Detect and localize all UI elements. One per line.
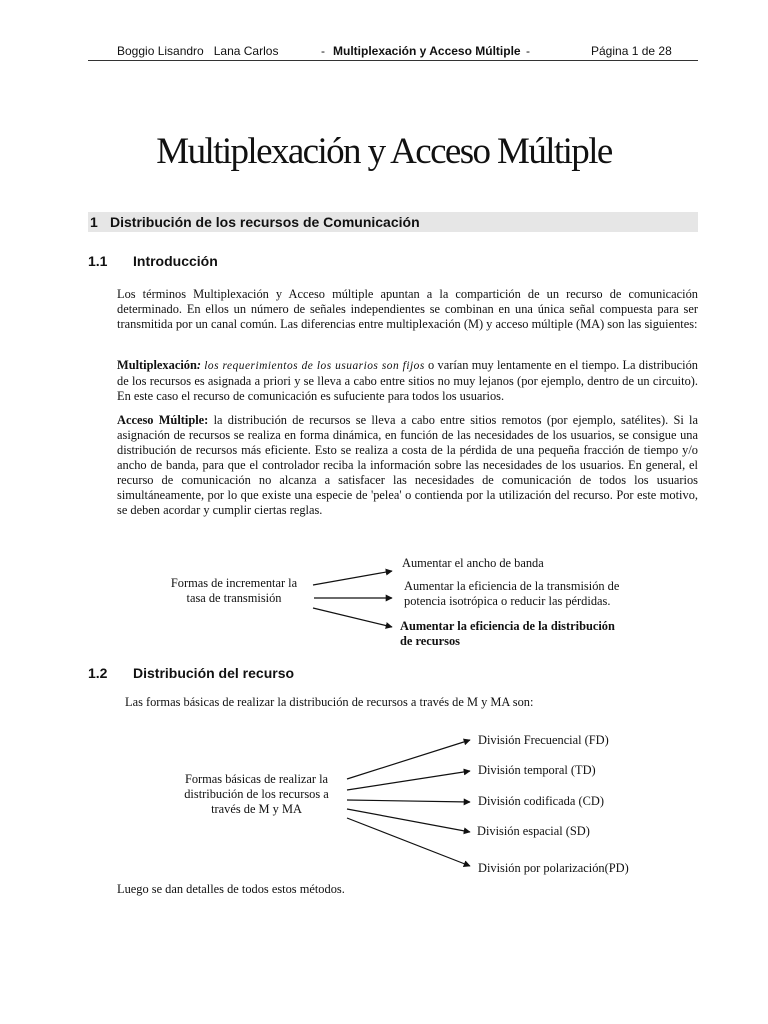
multiplexacion-highlight: los requerimientos de los usuarios son fijos	[204, 360, 425, 372]
multiplexacion-colon: :	[196, 358, 201, 372]
header-dash-left: -	[321, 44, 325, 58]
diagram2-target-sd: División espacial (SD)	[477, 824, 590, 838]
diagram2-target-cd: División codificada (CD)	[478, 794, 604, 808]
header-dash-right: -	[526, 44, 530, 58]
subsection-1-1-title: Introducción	[133, 253, 218, 269]
diagram2-source-line1: Formas básicas de realizar la	[184, 772, 329, 786]
diagram1-target3-line1: Aumentar la eficiencia de la distribución	[400, 619, 615, 633]
multiplexacion-rest: o varían muy lentamente en el tiempo. La distribución de los recursos es asignada a priori y se lleva a cabo entre sitios no muy lejanos (por ejemplo, dentro de un circuito). En este caso el recurso de comunicación es sufuciente para todos los usuarios.	[117, 358, 698, 403]
intro-paragraph: Los términos Multiplexación y Acceso múltiple apuntan a la compartición de un recurso de comunicación determinado. En ellos un número de señales independientes se combinan en una única señal compuesta para ser transmitida por un canal común. Las diferencias entre multiplexación (M) y acceso múltiple (MA) son las siguientes:	[117, 287, 698, 331]
diagram2-source-line3: través de M y MA	[211, 802, 302, 816]
diagram1-arrow-bandwidth	[313, 571, 392, 585]
acceso-multiple-term: Acceso Múltiple:	[117, 413, 209, 427]
diagram2-arrow-td	[347, 771, 470, 790]
multiplexacion-term: Multiplexación	[117, 358, 197, 372]
section-1-title: Distribución de los recursos de Comunicación	[110, 214, 420, 230]
subsection-1-2-number: 1.2	[88, 665, 108, 681]
subsection-1-2-title: Distribución del recurso	[133, 665, 295, 681]
document-title: Multiplexación y Acceso Múltiple	[156, 131, 612, 172]
diagram2-target-td: División temporal (TD)	[478, 763, 596, 777]
header-doc-name: Multiplexación y Acceso Múltiple	[333, 44, 521, 58]
header-page-number: Página 1 de 28	[591, 44, 672, 58]
closing-sentence: Luego se dan detalles de todos estos métodos.	[117, 882, 345, 896]
acceso-multiple-rest: la distribución de recursos se lleva a cabo entre sitios remotos (por ejemplo, satélites). Si la asignación de recursos se realiza en forma dinámica, en función de las necesidades de los usuarios, se consigue una distribución de recursos más eficiente. Esto se realiza a costa de la pérdida de una pequeña fracción de tiempo y/o ancho de banda, para que el controlador reciba la información sobre las necesidades de los usuarios. En general, el recurso de comunicación no alcanza a satisfacer las necesidades de comunicación de todos los usuarios simultáneamente, por lo que existe una especie de 'pelea' o contienda por la utilización del recurso. Por este motivo, se deben acordar y cumplir ciertas reglas.	[117, 413, 698, 517]
diagram1-source-line1: Formas de incrementar la	[170, 576, 298, 590]
diagram1-target3-line2: de recursos	[400, 634, 460, 648]
diagram2-target-pd: División por polarización(PD)	[478, 861, 629, 875]
diagram1-target2-line1: Aumentar la eficiencia de la transmisión de	[404, 579, 620, 593]
diagram2-arrow-pd	[347, 818, 470, 866]
distribution-intro: Las formas básicas de realizar la distribución de recursos a través de M y MA son:	[125, 695, 534, 709]
diagram1-arrow-distribution	[313, 608, 392, 627]
section-1-number: 1	[90, 214, 98, 230]
header-authors: Boggio Lisandro Lana Carlos	[117, 44, 279, 58]
diagram2-arrow-cd	[347, 800, 470, 802]
subsection-1-1-number: 1.1	[88, 253, 108, 269]
diagram2-arrow-sd	[347, 809, 470, 832]
diagram1-target2-line2: potencia isotrópica o reducir las pérdidas.	[404, 594, 611, 608]
diagram2-source-line2: distribución de los recursos a	[184, 787, 329, 801]
diagram2-arrow-fd	[347, 740, 470, 779]
diagram1-source-line2: tasa de transmisión	[186, 591, 282, 605]
diagram2-target-fd: División Frecuencial (FD)	[478, 733, 609, 747]
diagram1-target-bandwidth: Aumentar el ancho de banda	[402, 556, 544, 570]
